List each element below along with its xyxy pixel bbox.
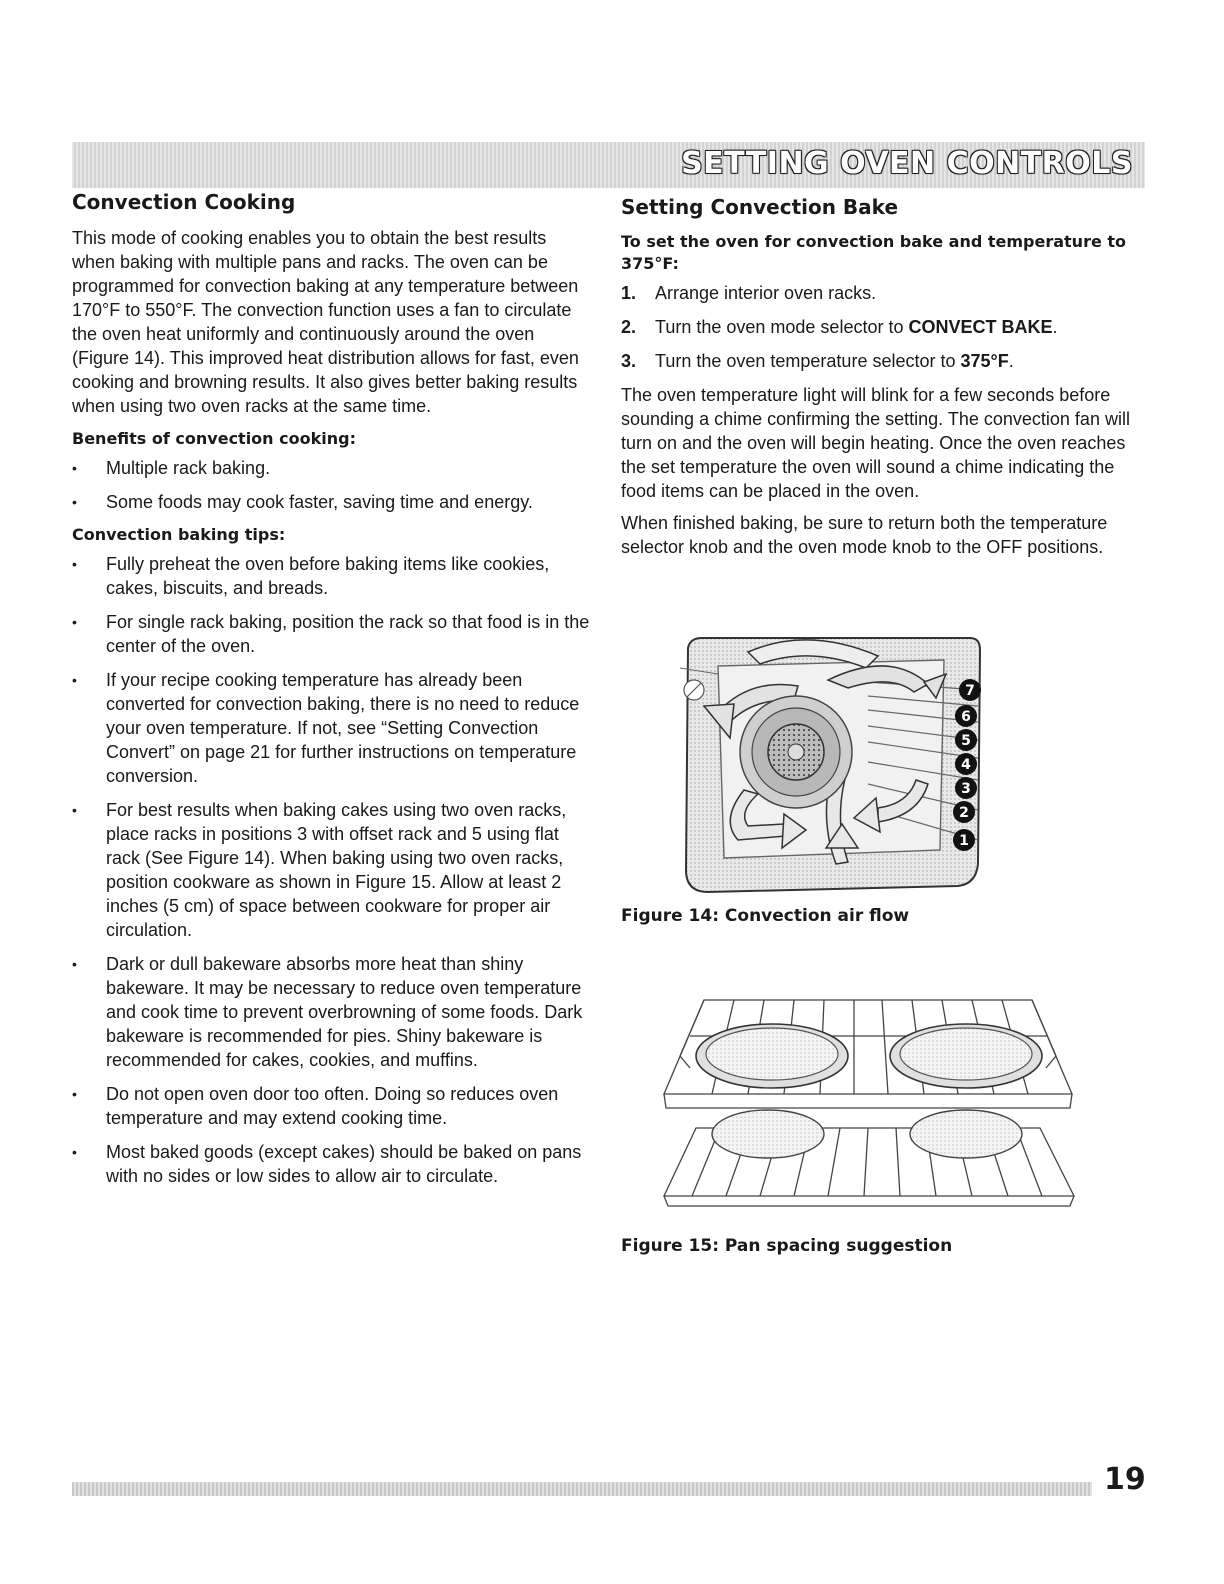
step-number: 1. <box>621 283 637 303</box>
step-text-end: . <box>1008 351 1014 371</box>
page-number: 19 <box>1104 1462 1146 1497</box>
step-text: Turn the oven temperature selector to <box>655 351 961 371</box>
list-item: • Do not open oven door too often. Doing so reduces oven temperature and may extend cooking time. <box>72 1082 592 1130</box>
steps-list <box>621 281 1151 373</box>
rack-position-3: 3 <box>961 781 971 797</box>
step-item <box>621 349 1151 373</box>
convection-intro-paragraph: This mode of cooking enables you to obtain the best results when baking with multiple pans and racks. The oven can be programmed for convection baking at any temperature between 170°F to 550°F. The convection function uses a fan to circulate the oven heat uniformly and continuously around the oven (Figure 14). This improved heat distribution allows for fast, even cooking and browning results. It also gives better baking results when using two oven racks at the same time. <box>72 228 579 416</box>
step-number: 2. <box>621 317 637 337</box>
figure-14-convection-air-flow <box>678 634 988 896</box>
list-item: • Most baked goods (except cakes) should be baked on pans with no sides or low sides to allow air to circulate. <box>72 1140 592 1188</box>
rack-position-2: 2 <box>959 805 969 821</box>
list-item: • Dark or dull bakeware absorbs more heat than shiny bakeware. It may be necessary to reduce oven temperature and cook time to prevent overbrowning of some foods. Dark bakeware is recommended for pies. Shiny bakeware is recommended for cakes, cookies, and muffins. <box>72 952 592 1072</box>
step-text-end: . <box>1052 317 1058 337</box>
section-title: SETTING OVEN CONTROLS <box>681 146 1133 181</box>
blink-chime-paragraph: The oven temperature light will blink for a few seconds before sounding a chime confirming the setting. The convection fan will turn on and the oven will begin heating. Once the oven reaches the set temperature the oven will sound a chime indicating the food items can be placed in the oven. <box>621 385 1130 501</box>
left-column <box>72 190 592 1198</box>
rack-position-1: 1 <box>959 833 969 849</box>
benefits-list <box>72 456 592 514</box>
finished-baking-paragraph: When finished baking, be sure to return both the temperature selector knob and the oven mode knob to the OFF positions. <box>621 513 1108 557</box>
rack-position-5: 5 <box>961 733 971 749</box>
step-item <box>621 315 1151 339</box>
rack-position-7: 7 <box>965 683 975 699</box>
tips-list <box>72 552 592 1188</box>
step-text: Arrange interior oven racks. <box>655 283 877 303</box>
right-column <box>621 195 1151 567</box>
oven-racks-illustration <box>660 996 1076 1212</box>
list-item: • For best results when baking cakes using two oven racks, place racks in positions 3 with offset rack and 5 using flat rack (See Figure 14). When baking using two oven racks, position cookware as shown in Figure 15. Allow at least 2 inches (5 cm) of space between cookware for proper air circulation. <box>72 798 592 942</box>
figure-15-pan-spacing <box>660 996 1076 1212</box>
list-item: • If your recipe cooking temperature has already been converted for convection baking, there is no need to reduce your oven temperature. If not, see “Setting Convection Convert” on page 21 for further instructions on temperature conversion. <box>72 668 592 788</box>
step-number: 3. <box>621 351 637 371</box>
step-emphasis: 375°F <box>960 351 1009 371</box>
figure-14-caption: Figure 14: Convection air flow <box>621 906 910 926</box>
list-item: • Some foods may cook faster, saving time and energy. <box>72 490 592 514</box>
step-item <box>621 281 1151 305</box>
setting-convection-bake-heading: Setting Convection Bake <box>621 195 899 219</box>
step-text: Turn the oven mode selector to <box>655 317 909 337</box>
list-item: • Multiple rack baking. <box>72 456 592 480</box>
rack-position-4: 4 <box>961 757 971 773</box>
list-item: • For single rack baking, position the rack so that food is in the center of the oven. <box>72 610 592 658</box>
list-item: • Fully preheat the oven before baking items like cookies, cakes, biscuits, and breads. <box>72 552 592 600</box>
oven-cavity-illustration <box>678 634 988 896</box>
section-header-bar <box>72 142 1145 188</box>
figure-15-caption: Figure 15: Pan spacing suggestion <box>621 1236 953 1256</box>
convection-cooking-heading: Convection Cooking <box>72 190 296 214</box>
step-emphasis: CONVECT BAKE <box>908 317 1053 337</box>
benefits-heading: Benefits of convection cooking: <box>72 429 356 448</box>
tips-heading: Convection baking tips: <box>72 525 286 544</box>
instruction-heading: To set the oven for convection bake and temperature to 375°F: <box>621 232 1127 273</box>
rack-position-6: 6 <box>961 709 971 725</box>
footer-bar <box>72 1482 1092 1496</box>
